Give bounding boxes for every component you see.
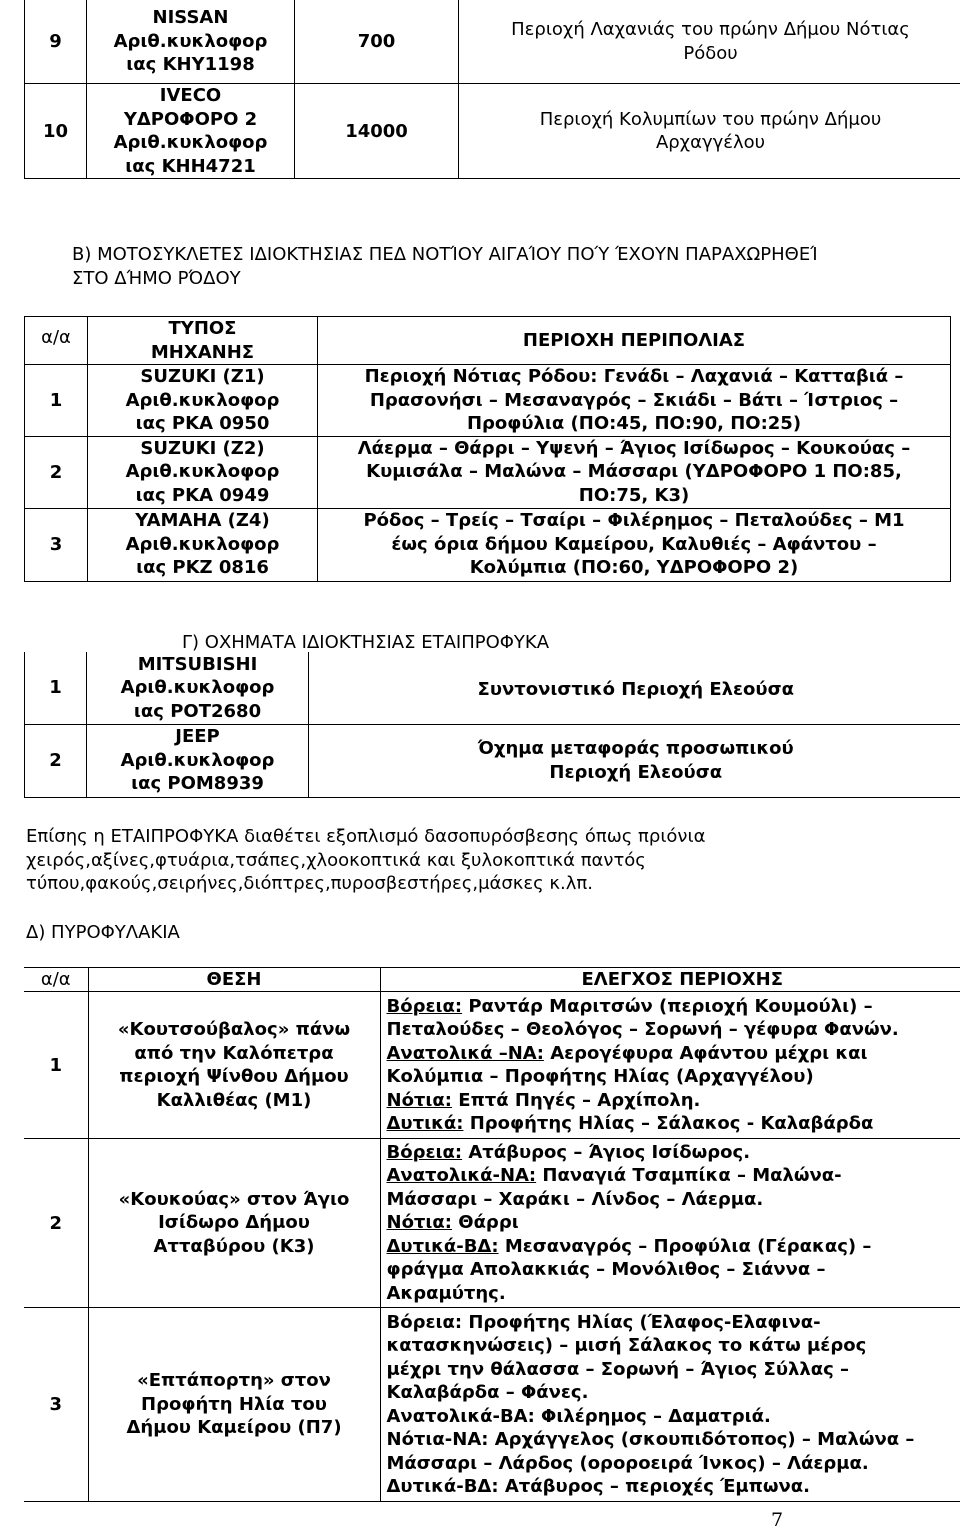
text-line: Περιοχή Ελεούσα: [549, 761, 723, 783]
text-line: [387, 1258, 960, 1282]
vehicle-type: [88, 436, 318, 508]
vehicle-area: [459, 0, 960, 84]
control-area: [380, 992, 960, 1139]
row-number: 9: [25, 0, 87, 84]
text-line: Αριθ.κυκλοφορ: [113, 30, 268, 52]
row-number: 2: [25, 436, 88, 508]
text-line: [387, 1112, 960, 1136]
control-area: [380, 1139, 960, 1308]
patrol-area: [318, 365, 951, 437]
direction-label: Δυτικά-ΒΔ:: [386, 1235, 499, 1257]
row-number: 10: [25, 84, 87, 179]
row-number: 3: [25, 508, 88, 581]
text-line: Λάερμα – Θάρρι – Υψενή – Άγιος Ισίδωρος – Κουκούας –: [357, 437, 911, 459]
text-line: Προφύλια (ΠΟ:45, ΠΟ:90, ΠΟ:25): [466, 413, 802, 434]
table-row: [25, 84, 960, 179]
text-line: χειρός,αξίνες,φτυάρια,τσάπες,χλοοκοπτικά και ξυλοκοπτικά παντός: [26, 849, 646, 871]
text-line: [387, 1188, 960, 1212]
vehicle-type: [88, 365, 318, 437]
text-line: κατασκηνώσεις) – μισή Σάλακος το κάτω μέρος: [386, 1335, 867, 1356]
text-line: Ανατολικά-ΒΑ: Φιλέρημος – Δαματριά.: [386, 1405, 771, 1427]
text-line: Κολύμπια (ΠΟ:60, ΥΔΡΟΦΟΡΟ 2): [469, 557, 799, 579]
area-text: Επτά Πηγές – Αρχίπολη.: [452, 1089, 701, 1111]
area-text: Μάσσαρι – Χαράκι – Λίνδος – Λάερμα.: [386, 1188, 764, 1210]
text-line: ιας ΡΟΜ8939: [131, 773, 264, 795]
text-line: Ισίδωρο Δήμου: [158, 1212, 310, 1234]
text-line: Περιοχή Λαχανιάς του πρώην Δήμου Νότιας: [511, 19, 910, 40]
table-row: [25, 365, 951, 437]
area-text: Μεσαναγρός – Προφύλια (Γέρακας) –: [498, 1235, 872, 1257]
text-line: [387, 1089, 960, 1113]
row-number: 1: [25, 365, 88, 437]
direction-label: Νότια:: [386, 1089, 452, 1111]
vehicle-capacity: 700: [295, 0, 459, 84]
text-line: Περιοχή Νότιας Ρόδου: Γενάδι – Λαχανιά – Κατταβιά –: [364, 366, 904, 387]
lookout-position: [88, 992, 380, 1139]
row-number: 3: [24, 1308, 88, 1502]
section-d-title: Δ) ΠΥΡΟΦΥΛΑΚΙΑ: [26, 922, 180, 943]
area-text: φράγμα Απολακκιάς – Μονόλιθος – Σιάννα –: [386, 1259, 826, 1281]
text-line: [387, 1018, 960, 1042]
vehicle-type: [87, 724, 309, 797]
table-row: [25, 0, 960, 84]
text-line: Μάσσαρι – Λάρδος (οροροειρά Ίνκος) – Λάερμα.: [386, 1452, 869, 1474]
direction-label: Βόρεια:: [386, 1141, 463, 1163]
area-text: Αερογέφυρα Αφάντου μέχρι και: [543, 1042, 868, 1064]
text-line: Όχημα μεταφοράς προσωπικού: [477, 738, 794, 759]
text-line: JEEP: [175, 726, 220, 748]
text-line: ιας ΡΚΑ 0950: [135, 413, 270, 434]
text-line: ΠΟ:75, Κ3): [578, 484, 690, 506]
text-line: ιας ΚΗΥ1198: [126, 54, 255, 76]
text-line: ιας ΚΗΗ4721: [125, 155, 256, 177]
table-row: [24, 1308, 960, 1502]
text-line: Συντονιστικό Περιοχή Ελεούσα: [477, 679, 794, 700]
text-line: Αριθ.κυκλοφορ: [125, 389, 280, 411]
text-line: περιοχή Ψίνθου Δήμου: [119, 1066, 349, 1087]
vehicles-top-table: [24, 0, 960, 179]
table-row: [25, 724, 960, 797]
text-line: Πρασονήσι – Μεσαναγρός – Σκιάδι – Βάτι – Ίστριος –: [369, 389, 899, 411]
text-line: «Κουτσούβαλος» πάνω: [117, 1019, 351, 1040]
text-line: [387, 1065, 960, 1089]
page-number: 7: [771, 1509, 784, 1531]
text-line: ιας ΡΚΖ 0816: [136, 557, 269, 579]
direction-label: Ανατολικά-ΝΑ:: [386, 1165, 537, 1187]
text-line: ΤΥΠΟΣ: [168, 318, 237, 339]
text-line: [387, 1235, 960, 1259]
text-line: Νότια-ΝΑ: Αρχάγγελος (σκουπιδότοπος) – Μαλώνα –: [386, 1429, 915, 1450]
header-number: α/α: [25, 317, 88, 365]
text-line: από την Καλόπετρα: [134, 1042, 334, 1064]
lookout-position: [88, 1308, 380, 1502]
text-line: Καλαβάρδα – Φάνες.: [386, 1382, 589, 1403]
text-line: Δήμου Καμείρου (Π7): [126, 1417, 342, 1439]
area-text: Παναγιά Τσαμπίκα – Μαλώνα-: [536, 1165, 842, 1187]
direction-label: Νότια:: [386, 1212, 452, 1234]
direction-label: Δυτικά:: [386, 1113, 464, 1134]
section-b-title: [72, 243, 818, 290]
text-line: Αρχαγγέλου: [655, 132, 766, 153]
header-position: ΘΕΣΗ: [88, 968, 380, 992]
text-line: NISSAN: [152, 7, 229, 29]
text-line: ΜΗΧΑΝΗΣ: [150, 341, 255, 363]
vehicle-type: [88, 508, 318, 581]
table-header-row: [25, 317, 951, 365]
text-line: «Επτάπορτη» στον: [137, 1370, 331, 1392]
text-line: [387, 1164, 960, 1188]
text-line: Κυμισάλα – Μαλώνα – Μάσσαρι (ΥΔΡΟΦΟΡΟ 1 ΠΟ:85,: [366, 461, 902, 483]
area-text: Θάρρι: [452, 1212, 519, 1234]
table-row: [25, 652, 960, 724]
header-type: [88, 317, 318, 365]
vehicle-type: [87, 0, 295, 84]
table-header-row: [24, 968, 960, 992]
text-line: ΣΤΟ ΔΉΜΟ ΡΌΔΟΥ: [72, 267, 241, 289]
text-line: [387, 995, 960, 1019]
text-line: [387, 1141, 960, 1165]
table-row: [24, 1139, 960, 1308]
lookouts-table: [24, 967, 960, 1502]
area-text: Ραντάρ Μαριτσών (περιοχή Κουμούλι) –: [462, 995, 873, 1017]
text-line: τύπου,φακούς,σειρήνες,διόπτρες,πυροσβεστήρες,μάσκες κ.λπ.: [26, 873, 593, 894]
text-line: ΥΔΡΟΦΟΡΟ 2: [123, 108, 258, 130]
text-line: Προφήτη Ηλία του: [141, 1393, 327, 1415]
text-line: SUZUKI (Z1): [140, 366, 265, 387]
vehicle-area: [459, 84, 960, 179]
lookout-position: [88, 1139, 380, 1308]
table-row: [25, 436, 951, 508]
text-line: [387, 1211, 960, 1235]
text-line: Δυτικά-ΒΔ: Ατάβυρος – περιοχές Έμπωνα.: [386, 1476, 811, 1497]
patrol-area: [318, 436, 951, 508]
text-line: Αριθ.κυκλοφορ: [120, 749, 275, 771]
motorcycles-table: [24, 316, 951, 582]
text-line: MITSUBISHI: [137, 653, 258, 675]
text-line: Ρόδου: [683, 42, 738, 64]
text-line: Αριθ.κυκλοφορ: [125, 461, 280, 483]
text-line: YAMAHA (Z4): [135, 510, 270, 532]
row-number: 1: [24, 992, 88, 1139]
text-line: Β) ΜΟΤΟΣΥΚΛΕΤΕΣ ΙΔΙΟΚΤΗΣΙΑΣ ΠΕΔ ΝΟΤΊΟΥ ΑΙΓΑΊΟΥ ΠΟΎ ΈΧΟΥΝ ΠΑΡΑΧΩΡΗΘΕΊ: [72, 244, 818, 265]
text-line: ιας ΡΚΑ 0949: [135, 484, 270, 506]
text-line: ιας ΡΟΤ2680: [133, 700, 262, 722]
row-number: 2: [25, 724, 87, 797]
header-area: ΕΛΕΓΧΟΣ ΠΕΡΙΟΧΗΣ: [380, 968, 960, 992]
text-line: Αριθ.κυκλοφορ: [120, 677, 275, 698]
text-line: Ρόδος – Τρείς – Τσαίρι – Φιλέρημος – Πεταλούδες – Μ1: [363, 510, 905, 532]
patrol-area: [318, 508, 951, 581]
vehicle-capacity: 14000: [295, 84, 459, 179]
text-line: SUZUKI (Z2): [140, 437, 265, 459]
header-number: α/α: [24, 968, 88, 992]
text-line: Βόρεια: Προφήτης Ηλίας (Έλαφος-Ελαφινα-: [386, 1311, 821, 1333]
text-line: [387, 1042, 960, 1066]
equipment-note: [26, 825, 705, 896]
direction-label: Βόρεια:: [386, 995, 463, 1017]
area-text: Προφήτης Ηλίας – Σάλακος - Καλαβάρδα: [463, 1113, 874, 1134]
text-line: Περιοχή Κολυμπίων του πρώην Δήμου: [539, 108, 882, 130]
header-area: ΠΕΡΙΟΧΗ ΠΕΡΙΠΟΛΙΑΣ: [318, 317, 951, 365]
vehicle-type: [87, 84, 295, 179]
text-line: Ατταβύρου (Κ3): [153, 1235, 315, 1257]
control-area: [380, 1308, 960, 1502]
text-line: Επίσης η ΕΤΑΙΠΡΟΦΥΚΑ διαθέτει εξοπλισμό δασοπυρόσβεσης όπως πριόνια: [26, 826, 706, 847]
table-row: [25, 508, 951, 581]
row-number: 1: [25, 652, 87, 724]
text-line: IVECO: [159, 85, 222, 106]
table-row: [24, 992, 960, 1139]
vehicle-type: [87, 652, 309, 724]
section-c-title: Γ) ΟΧΗΜΑΤΑ ΙΔΙΟΚΤΗΣΙΑΣ ΕΤΑΙΠΡΟΦΥΚΑ: [182, 632, 550, 653]
area-text: Ατάβυρος – Άγιος Ισίδωρος.: [462, 1141, 751, 1163]
row-number: 2: [24, 1139, 88, 1308]
direction-label: Ανατολικά –ΝΑ:: [386, 1042, 544, 1064]
text-line: μέχρι την θάλασσα – Σορωνή – Άγιος Σύλλας –: [386, 1358, 850, 1380]
text-line: «Κουκούας» στον Άγιο: [118, 1188, 350, 1210]
text-line: Αριθ.κυκλοφορ: [125, 533, 280, 555]
text-line: έως όρια δήμου Καμείρου, Καλυθιές – Αφάντου –: [391, 533, 877, 555]
company-vehicles-table: [24, 652, 960, 798]
text-line: Καλλιθέας (Μ1): [156, 1089, 312, 1111]
text-line: Αριθ.κυκλοφορ: [113, 132, 268, 153]
area-text: Πεταλούδες – Θεολόγος – Σορωνή – γέφυρα Φανών.: [386, 1019, 899, 1040]
vehicle-use: [309, 652, 960, 724]
vehicle-use: [309, 724, 960, 797]
area-text: Κολύμπια – Προφήτης Ηλίας (Αρχαγγέλου): [386, 1066, 814, 1087]
text-line: [387, 1282, 960, 1306]
area-text: Ακραμύτης.: [386, 1282, 506, 1304]
